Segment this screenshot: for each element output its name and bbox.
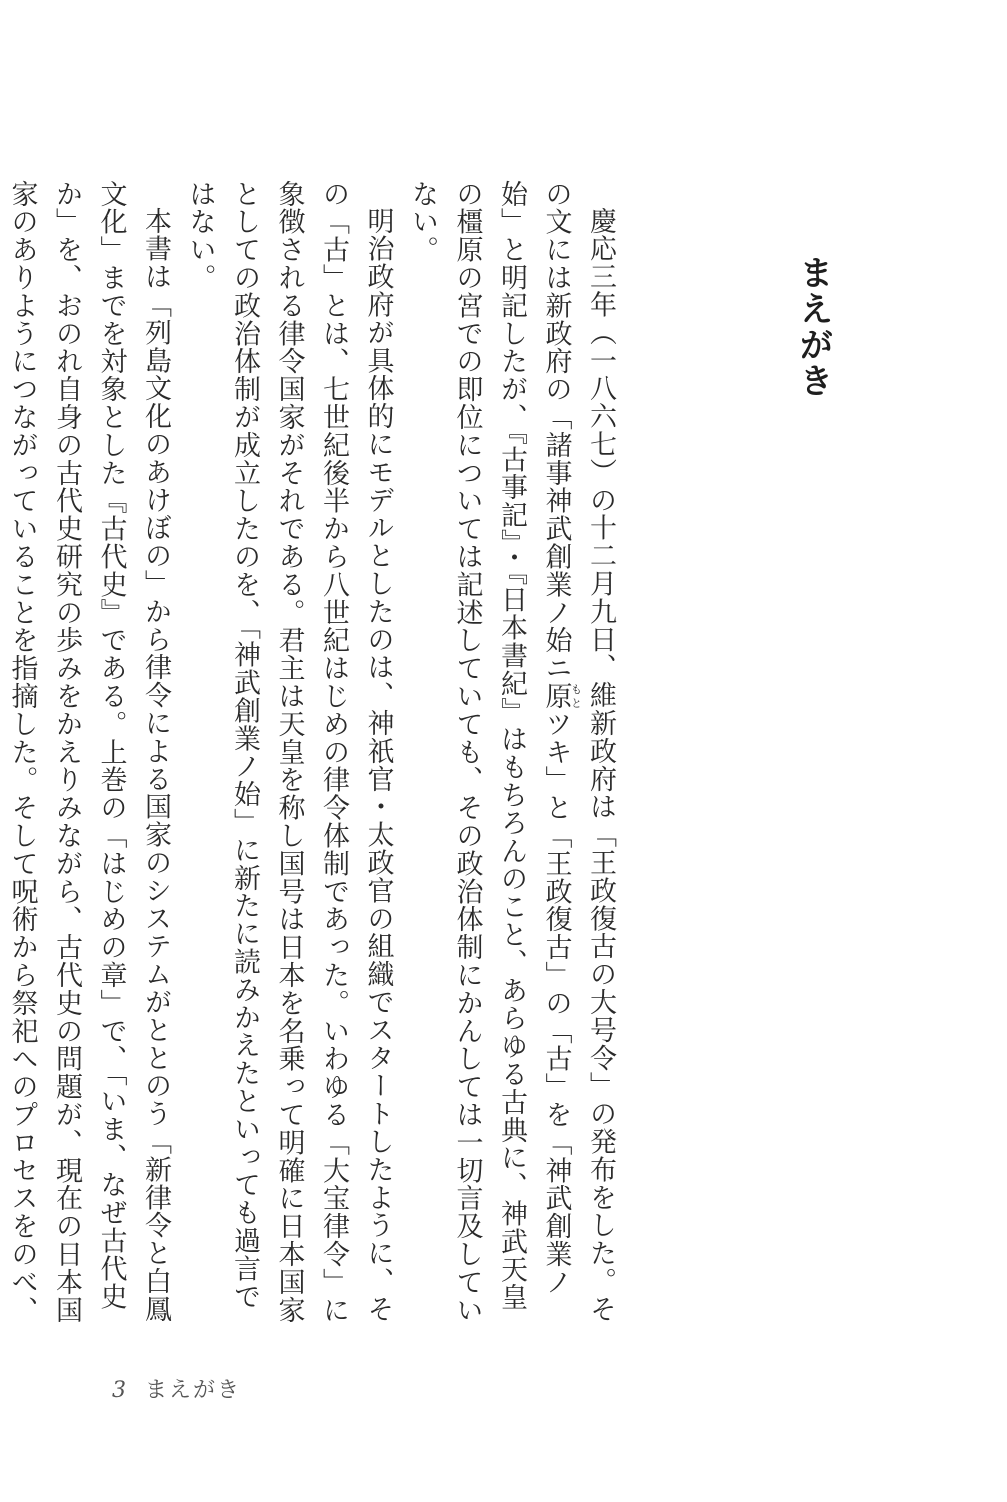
paragraph-1-text-after: ツキ」と「王政復古」の「古」を「神武創業ノ始」と明記したが、『古事記』・『日本書紀』はもちろんのこと、あらゆる古典に、神武天皇の橿原の宮での即位については記述していても、その政治体制にかんしては一切言及していない。 — [407, 180, 572, 1324]
ruby-base: 原 — [540, 682, 572, 711]
paragraph-3: 本書は「列島文化のあけぼの」から律令による国家のシステムがととのう「新律令と白鳳文化」までを対象とした『古代史』である。上巻の「はじめの章」で、「いま、なぜ古代史か」を、おのれ自身の古代史研究の歩みをかえりみながら、古代史の問題が、現在の日本国家のありようにつながっていることを指摘した。そして呪術から祭祀へのプロセスをのべ、 — [6, 180, 171, 1324]
chapter-title: まえがき — [793, 255, 833, 399]
page-footer — [112, 1373, 241, 1404]
paragraph-1 — [400, 180, 623, 1330]
body-text — [0, 180, 622, 1330]
furigana-ruby — [540, 682, 583, 711]
running-head: まえがき — [145, 1378, 242, 1403]
paragraph-2: 明治政府が具体的にモデルとしたのは、神祇官・太政官の組織でスタートしたように、その「古」とは、七世紀後半から八世紀はじめの律令体制であった。いわゆる「大宝律令」に象徴される律令国家がそれである。君主は天皇を称し国号は日本を名乗って明確に日本国家としての政治体制が成立したのを、「神武創業ノ始」に新たに読みかえたといっても過言ではない。 — [184, 180, 394, 1324]
paragraph-1-text-before: 慶応三年（一八六七）の十二月九日、維新政府は「王政復古の大号令」の発布をした。その文には新政府の「諸事神武創業ノ始ニ — [540, 180, 616, 1323]
page-number: 3 — [112, 1378, 126, 1403]
ruby-reading: もと — [569, 682, 583, 711]
